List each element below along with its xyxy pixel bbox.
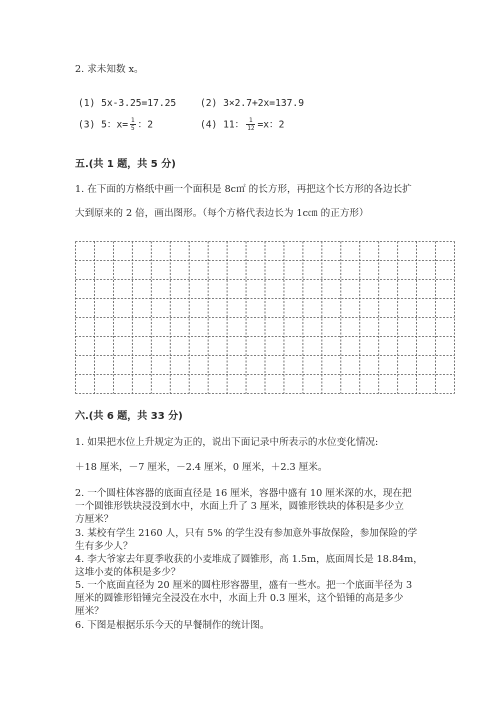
drawing-grid[interactable]: [75, 241, 455, 394]
question-6-3-line-1: 3. 某校有学生 2160 人，只有 5% 的学生没有参加意外事故保险，参加保险的学: [75, 528, 418, 539]
question-6-1: 1. 如果把水位上升规定为正的，说出下面记录中所表示的水位变化情况:: [75, 437, 379, 448]
question-6-2-line-3: 方厘米？: [75, 514, 114, 525]
equation-3: [78, 117, 153, 132]
equation-3-fraction: [130, 117, 136, 132]
grid-paper: [75, 241, 455, 394]
question-2-title: 2. 求未知数 x。: [75, 64, 144, 75]
question-6-5-line-3: 厘米？: [75, 606, 104, 617]
equation-4: [200, 117, 284, 132]
section-5-title: 五.(共 1 题，共 5 分): [75, 159, 176, 170]
fraction-denominator: 5: [131, 125, 135, 132]
equation-4-lead: (4) 11：: [200, 119, 245, 131]
question-6-1-values: ＋18 厘米，－7 厘米，－2.4 厘米，0 厘米，＋2.3 厘米。: [75, 462, 328, 473]
section-5-question-line-2: 大到原来的 2 倍，画出图形。（每个方格代表边长为 1c㎝ 的正方形）: [75, 208, 369, 219]
question-6-5-line-2: 厘米的圆锥形铅锤完全浸没在水中，水面上升 0.3 厘米，这个铅锤的高是多少: [75, 593, 404, 604]
equation-1: (1) 5x-3.25=17.25: [78, 98, 177, 109]
fraction-numerator: 1: [246, 117, 255, 125]
question-6-5-line-1: 5. 一个底面直径为 20 厘米的圆柱形容器里，盛有一些水。把一个底面半径为 3: [75, 580, 413, 591]
equation-4-fraction: [246, 117, 255, 132]
equation-2: (2) 3×2.7+2x=137.9: [200, 98, 304, 109]
equation-4-tail: =x：2: [257, 119, 285, 131]
question-6-2-line-2: 一个圆锥形铁块浸没到水中，水面上升了 3 厘米，圆锥形铁块的体积是多少立: [75, 501, 404, 512]
question-6-4-line-2: 这堆小麦的体积是多少？: [75, 567, 181, 578]
question-6-4-line-1: 4. 李大爷家去年夏季收获的小麦堆成了圆锥形，高 1.5m，底面周长是 18.84m，: [75, 554, 423, 565]
fraction-denominator: 12: [247, 125, 255, 132]
equation-3-tail: ：2: [137, 119, 154, 131]
question-6-3-line-2: 生有多少人？: [75, 541, 133, 552]
fraction-numerator: 1: [131, 117, 135, 124]
question-6-2-line-1: 2. 一个圆柱体容器的底面直径是 16 厘米，容器中盛有 10 厘米深的水，现在把: [75, 488, 412, 499]
question-6-6: 6. 下图是根据乐乐今天的早餐制作的统计图。: [75, 620, 270, 631]
section-6-title: 六.(共 6 题，共 33 分): [75, 411, 183, 422]
equation-3-lead: (3) 5：x=: [78, 119, 129, 131]
section-5-question-line-1: 1. 在下面的方格纸中画一个面积是 8c㎡ 的长方形，再把这个长方形的各边长扩: [75, 184, 412, 195]
